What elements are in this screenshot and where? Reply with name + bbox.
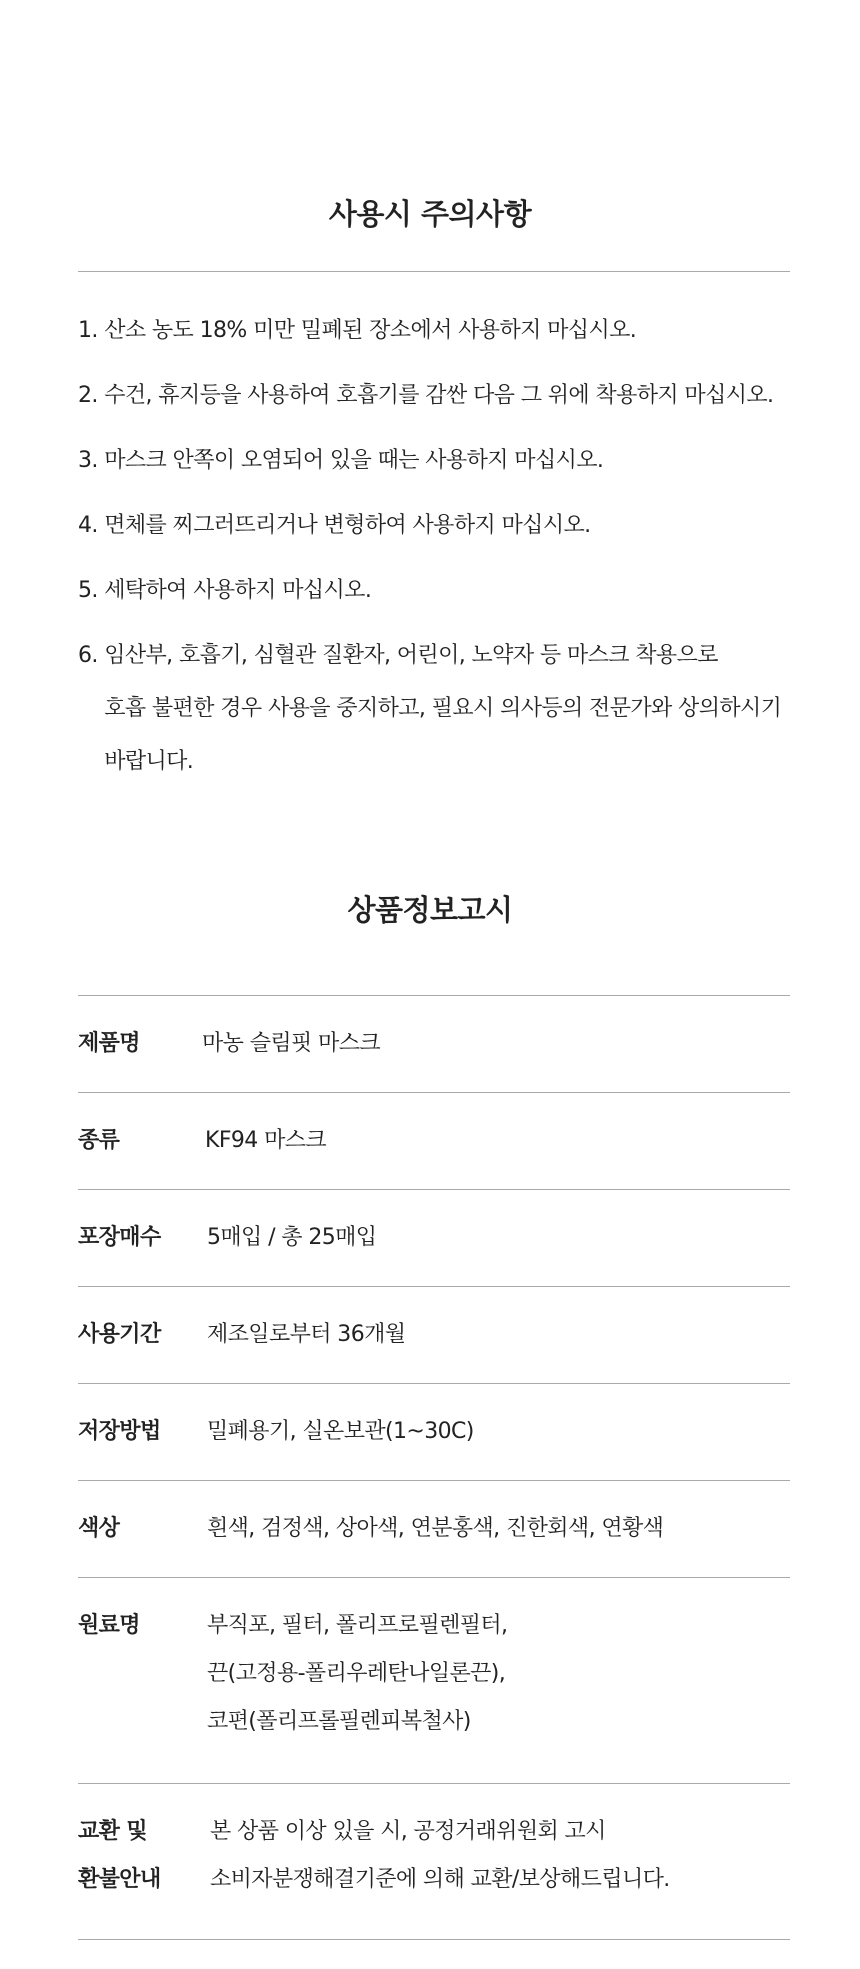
caution-item: 3. 마스크 안쪽이 오염되어 있을 때는 사용하지 마십시오. (78, 448, 604, 473)
caution-divider (78, 271, 790, 272)
info-row-usage-period (78, 1286, 790, 1383)
info-row-exchange-refund (78, 1783, 790, 1940)
info-label: 교환 및 환불안내 (78, 1819, 161, 1892)
info-row-storage (78, 1383, 790, 1480)
caution-list (78, 304, 790, 800)
info-row-package-count (78, 1189, 790, 1286)
info-value: 부직포, 필터, 폴리프로필렌필터, 끈(고정용-폴리우레탄나일론끈), 코편(폴리프롤필렌피복철사) (207, 1613, 508, 1734)
info-row-product-name (78, 995, 790, 1092)
info-value: 밀폐용기, 실온보관(1~30C) (207, 1419, 474, 1444)
info-value: 5매입 / 총 25매입 (207, 1225, 377, 1250)
info-row-type (78, 1092, 790, 1189)
info-value: 마농 슬림핏 마스크 (202, 1031, 381, 1056)
caution-item-body: 임산부, 호흡기, 심혈관 질환자, 어린이, 노약자 등 마스크 착용으로 호흡 불편한 경우 사용을 중지하고, 필요시 의사등의 전문가와 상의하시기 바랍니다. (104, 643, 782, 774)
info-label: 사용기간 (78, 1322, 161, 1347)
caution-item: 2. 수건, 휴지등을 사용하여 호흡기를 감싼 다음 그 위에 착용하지 마십시오. (78, 383, 774, 408)
info-label: 색상 (78, 1516, 120, 1541)
product-info-table (78, 995, 790, 1940)
caution-item: 4. 면체를 찌그러뜨리거나 변형하여 사용하지 마십시오. (78, 513, 591, 538)
info-label: 포장매수 (78, 1225, 161, 1250)
caution-item: 1. 산소 농도 18% 미만 밀폐된 장소에서 사용하지 마십시오. (78, 318, 637, 343)
info-row-materials (78, 1577, 790, 1783)
caution-title: 사용시 주의사항 (328, 197, 532, 231)
info-label: 원료명 (78, 1613, 140, 1638)
info-value: 본 상품 이상 있을 시, 공정거래위원회 고시 소비자분쟁해결기준에 의해 교환/보상해드립니다. (210, 1819, 670, 1892)
info-value: 흰색, 검정색, 상아색, 연분홍색, 진한회색, 연황색 (207, 1516, 664, 1541)
caution-item: 5. 세탁하여 사용하지 마십시오. (78, 578, 372, 603)
product-info-title: 상품정보고시 (347, 893, 513, 927)
info-label: 제품명 (78, 1031, 140, 1056)
info-value: KF94 마스크 (205, 1128, 327, 1153)
info-label: 종류 (78, 1128, 120, 1153)
info-value: 제조일로부터 36개월 (207, 1322, 406, 1347)
info-label: 저장방법 (78, 1419, 161, 1444)
info-row-colors (78, 1480, 790, 1577)
caution-item: 6. 임산부, 호흡기, 심혈관 질환자, 어린이, 노약자 등 마스크 착용으로 호흡 불편한 경우 사용을 중지하고, 필요시 의사등의 전문가와 상의하시기 바랍니다. (78, 629, 790, 788)
